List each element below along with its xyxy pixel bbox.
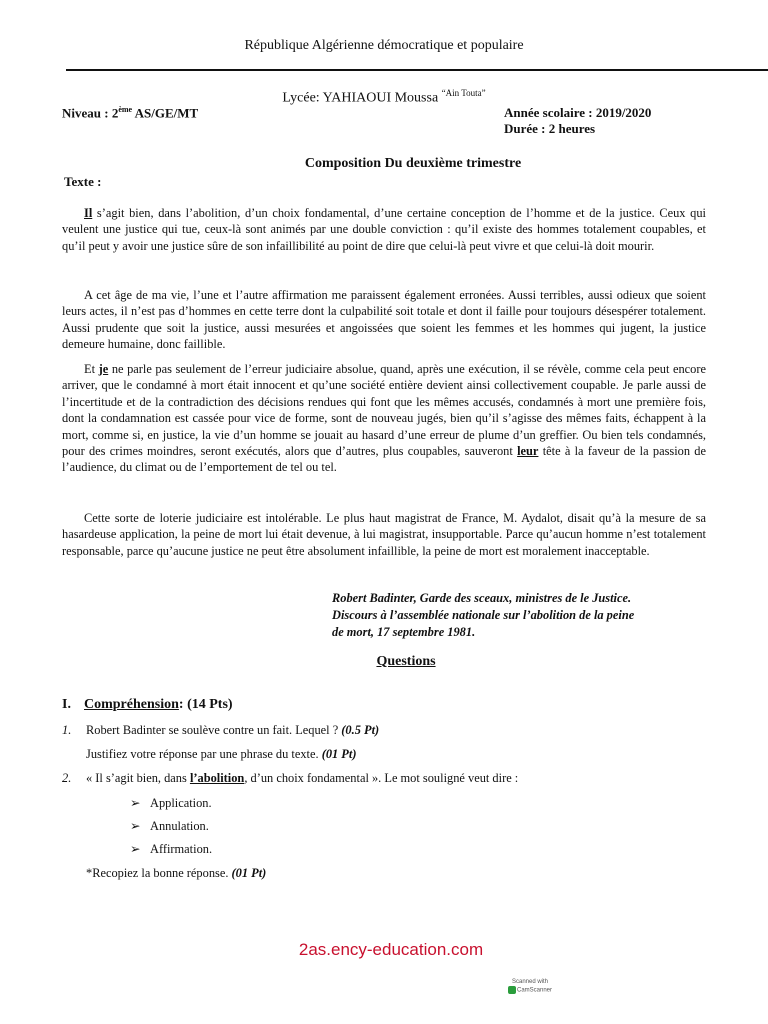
option-1 — [130, 795, 212, 811]
signature-line-2: Discours à l’assemblée nationale sur l’abolition de la peine — [332, 608, 635, 622]
recopiez-instruction — [86, 866, 266, 881]
paragraph-3-word-leur: leur — [517, 444, 539, 459]
website-watermark: 2as.ency-education.com — [298, 940, 484, 959]
question-2-start: « Il s’agit bien, dans — [86, 771, 190, 785]
section-points: : (14 Pts) — [178, 697, 233, 712]
paragraph-3-word-je: je — [98, 362, 109, 376]
paragraph-1-text: s’agit bien, dans l’abolition, d’un choix fondamental, d’une certaine conception de l’homme et de la justice. Ceux qui veulent une justice qui tue, ceux-là sont animés par une double conviction : qu’il existe des hommes totalement coupables, et qu’il peut y avoir une justice sûre de son infaillibilité au point de dire que celui-là peut vivre et que celui-là doit mourir. — [62, 206, 706, 253]
question-2-end: , d’un choix fondamental ». Le mot souligné veut dire : — [244, 771, 519, 785]
lycee-name — [0, 88, 768, 107]
camscanner-label-row — [508, 986, 552, 995]
question-1-text: Robert Badinter se soulève contre un fait. Lequel ? — [86, 723, 342, 737]
section-number: I. — [62, 697, 71, 712]
paragraph-3-middle: ne parle pas seulement de l’erreur judiciaire absolue, quand, après une exécution, il se révèle, comme cela peut encore arriver, que le condamné à mort était innocent et qu’une société entière devient ainsi collectivement coupable. Je parle aussi de l’incertitude et de la contradiction des décisions rendues qui font que les mêmes accusés, condamnés à mort une première fois, dont la condamnation est cassée pour vice de forme, sont de nouveau jugés, bien qu’il s’agisse des mêmes faits, échappent à la mort, comme si, en justice, la vie d’un homme se jouait au hasard d’une erreur de plume d’un greffier. Ou bien tels condamnés, pour des crimes moindres, seront exécutés, alors que d’autres, plus coupables, sauveront — [62, 362, 706, 459]
question-1-points: (0.5 Pt) — [341, 723, 380, 737]
header-divider — [66, 69, 768, 71]
recopiez-points: (01 Pt) — [231, 866, 267, 880]
camscanner-logo-icon — [508, 986, 516, 994]
duree: Durée : 2 heures — [504, 121, 596, 136]
niveau-line — [62, 105, 198, 121]
camscanner-label: CamScanner — [517, 987, 553, 994]
niveau-suffix: AS/GE/MT — [132, 105, 199, 121]
question-1 — [62, 722, 380, 738]
question-1-justify — [86, 746, 356, 762]
paragraph-3 — [62, 361, 706, 476]
option-3 — [130, 841, 212, 857]
question-2 — [62, 770, 519, 786]
arrow-bullet-icon: ➢ — [130, 819, 141, 833]
question-2-underlined-word: l’abolition — [189, 771, 245, 785]
section-comprehension — [62, 697, 233, 713]
republic-header: République Algérienne démocratique et populaire — [244, 38, 524, 53]
texte-label: Texte : — [64, 174, 102, 189]
paragraph-3-start: Et — [84, 362, 99, 376]
paragraph-4: Cette sorte de loterie judiciaire est intolérable. Le plus haut magistrat de France, M. Aydalot, disait qu’à la mesure de sa hasardeuse application, la peine de mort lui était devenue, à lui magistrat, insupportable. Parce qu’aucun homme n’est totalement responsable, parce qu’aucune justice ne peut être absolument infaillible, la peine de mort est moralement inacceptable. — [62, 511, 706, 558]
question-1b-text: Justifiez votre réponse par une phrase du texte. — [86, 747, 322, 761]
question-1b-points: (01 Pt) — [321, 747, 357, 761]
questions-title: Questions — [376, 654, 436, 669]
camscanner-badge — [508, 978, 552, 995]
niveau-sup: ème — [118, 105, 133, 114]
question-2-number: 2. — [62, 771, 72, 785]
composition-title: Composition Du deuxième trimestre — [304, 156, 522, 171]
signature-block — [332, 590, 722, 641]
recopiez-text: *Recopiez la bonne réponse. — [86, 866, 232, 880]
question-1-number: 1. — [62, 723, 72, 737]
paragraph-2: A cet âge de ma vie, l’une et l’autre affirmation me paraissent également erronées. Aussi terribles, aussi odieux que soient leurs actes, il n’est pas d’hommes en cette terre dont la culpabilité soit totale et dont il faille pour toujours désespérer totalement. Aussi prudente que soit la justice, aussi mesurées et angoissées que soient les femmes et les hommes qui jugent, la justice demeure humaine, donc faillible. — [62, 288, 706, 352]
scanned-with-label: Scanned with — [511, 979, 549, 985]
annee-scolaire: Année scolaire : 2019/2020 — [504, 105, 652, 120]
option-2-label: Annulation. — [150, 819, 209, 833]
option-3-label: Affirmation. — [150, 842, 213, 856]
section-title: Compréhension — [84, 697, 179, 712]
option-1-label: Application. — [150, 796, 212, 810]
option-2 — [130, 818, 209, 834]
lycee-location: “Ain Touta” — [441, 88, 486, 98]
niveau-prefix: Niveau : 2 — [62, 105, 119, 121]
paragraph-1-first-word: Il — [84, 206, 93, 220]
signature-line-3: de mort, 17 septembre 1981. — [332, 625, 476, 639]
paragraph-3-end: tête à la faveur de la passion de l’audience, du climat ou de l’emportement de tel ou tel. — [62, 444, 706, 475]
paragraph-1 — [62, 205, 706, 254]
signature-line-1: Robert Badinter, Garde des sceaux, ministres de le Justice. — [332, 591, 632, 605]
arrow-bullet-icon: ➢ — [130, 796, 141, 810]
lycee-prefix: Lycée: YAHIAOUI Moussa — [282, 90, 442, 106]
arrow-bullet-icon: ➢ — [130, 842, 141, 856]
